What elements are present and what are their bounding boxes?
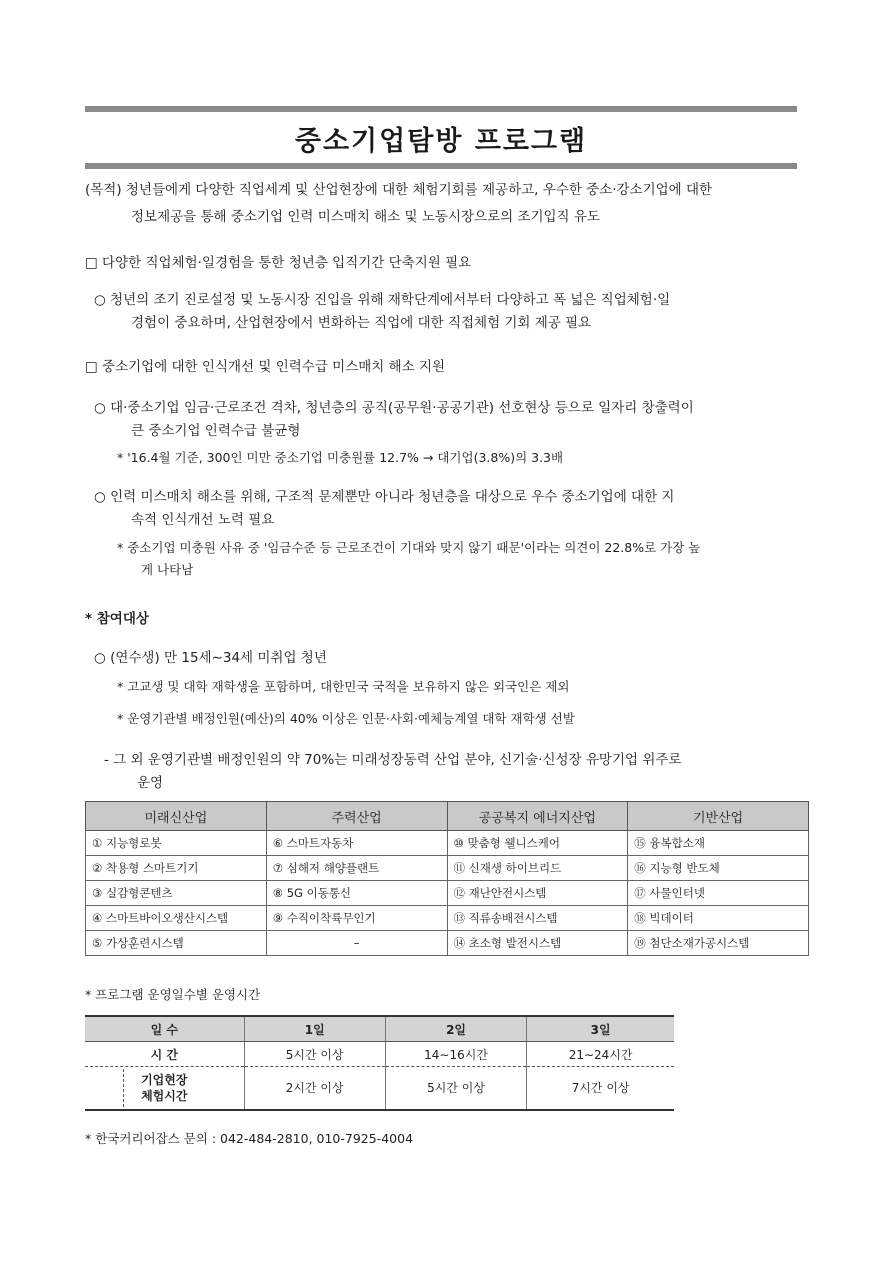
table-cell: 5시간 이상 bbox=[385, 1067, 526, 1111]
table-cell: – bbox=[266, 931, 447, 956]
table-cell: ⑤ 가상훈련시스템 bbox=[86, 931, 267, 956]
table-cell: 21∼24시간 bbox=[527, 1042, 674, 1067]
participants-note-2: * 운영기관별 배정인원(예산)의 40% 이상은 인문·사회·예체능계열 대학 재학생 선발 bbox=[117, 711, 575, 726]
participants-extra-2: 운영 bbox=[137, 775, 164, 791]
table-cell: ① 지능형로봇 bbox=[86, 831, 267, 856]
schedule-row-hours bbox=[85, 1042, 674, 1067]
industry-header-main: 주력산업 bbox=[266, 802, 447, 831]
schedule-exp-label-1: 기업현장 bbox=[141, 1073, 188, 1087]
table-row bbox=[86, 831, 809, 856]
table-cell: ⑨ 수직이착륙무인기 bbox=[266, 906, 447, 931]
schedule-table bbox=[85, 1015, 674, 1111]
section2-item2-note1: * 중소기업 미충원 사유 중 '임금수준 등 근로조건이 기대와 맞지 않기 때문'이라는 의견이 22.8%로 가장 높 bbox=[117, 540, 701, 555]
table-cell: ⑲ 첨단소재가공시스템 bbox=[628, 931, 809, 956]
table-cell: ⑩ 맞춤형 웰니스케어 bbox=[447, 831, 628, 856]
schedule-heading: * 프로그램 운영일수별 운영시간 bbox=[85, 987, 261, 1002]
table-cell: ⑬ 직류송배전시스템 bbox=[447, 906, 628, 931]
section2-item2-line1: ○ 인력 미스매치 해소를 위해, 구조적 문제뿐만 아니라 청년층을 대상으로 우수 중소기업에 대한 지 bbox=[94, 489, 675, 505]
industry-header-future: 미래신산업 bbox=[86, 802, 267, 831]
purpose-text-1: 청년들에게 다양한 직업세계 및 산업현장에 대한 체험기회를 제공하고, 우수한 중소·강소기업에 대한 bbox=[125, 182, 713, 198]
participants-item: ○ (연수생) 만 15세∼34세 미취업 청년 bbox=[94, 650, 327, 666]
purpose-line-2: 정보제공을 통해 중소기업 인력 미스매치 해소 및 노동시장으로의 조기입직 유도 bbox=[131, 209, 600, 225]
table-cell: ② 착용형 스마트기기 bbox=[86, 856, 267, 881]
table-cell: ⑱ 빅데이터 bbox=[628, 906, 809, 931]
table-cell: 7시간 이상 bbox=[527, 1067, 674, 1111]
table-row bbox=[86, 881, 809, 906]
participants-heading: * 참여대상 bbox=[85, 611, 149, 627]
schedule-header-day2: 2일 bbox=[385, 1016, 526, 1042]
participants-note-1: * 고교생 및 대학 재학생을 포함하며, 대한민국 국적을 보유하지 않은 외국인은 제외 bbox=[117, 679, 570, 694]
section2-item1-line1: ○ 대·중소기업 임금·근로조건 격차, 청년층의 공직(공무원·공공기관) 선호현상 등으로 일자리 창출력이 bbox=[94, 400, 694, 416]
table-row bbox=[86, 906, 809, 931]
table-cell: 14∼16시간 bbox=[385, 1042, 526, 1067]
purpose-label: (목적) bbox=[85, 182, 122, 198]
industry-table bbox=[85, 801, 809, 956]
table-cell: ⑧ 5G 이동통신 bbox=[266, 881, 447, 906]
section1-item1-line1: ○ 청년의 조기 진로설정 및 노동시장 진입을 위해 재학단계에서부터 다양하고 폭 넓은 직업체험·일 bbox=[94, 292, 671, 308]
industry-header-base: 기반산업 bbox=[628, 802, 809, 831]
title-band bbox=[85, 106, 797, 169]
table-cell: ⑦ 심해저 해양플랜트 bbox=[266, 856, 447, 881]
dashed-divider bbox=[123, 1069, 124, 1107]
page-title: 중소기업탐방 프로그램 bbox=[294, 126, 588, 157]
table-cell: ④ 스마트바이오생산시스템 bbox=[86, 906, 267, 931]
table-cell: ⑭ 초소형 발전시스템 bbox=[447, 931, 628, 956]
participants-extra-1: - 그 외 운영기관별 배정인원의 약 70%는 미래성장동력 산업 분야, 신기술·신성장 유망기업 위주로 bbox=[104, 752, 682, 768]
title-bottom-rule bbox=[85, 163, 797, 169]
section2-item1-note: * '16.4월 기준, 300인 미만 중소기업 미충원률 12.7% → 대기업(3.8%)의 3.3배 bbox=[117, 450, 564, 465]
table-cell: ⑪ 신재생 하이브리드 bbox=[447, 856, 628, 881]
table-cell: ⑥ 스마트자동차 bbox=[266, 831, 447, 856]
schedule-header-days: 일 수 bbox=[85, 1016, 244, 1042]
table-row bbox=[86, 931, 809, 956]
table-cell: 5시간 이상 bbox=[244, 1042, 385, 1067]
table-cell: ⑮ 융복합소재 bbox=[628, 831, 809, 856]
schedule-header-day3: 3일 bbox=[527, 1016, 674, 1042]
table-cell: ⑯ 지능형 반도체 bbox=[628, 856, 809, 881]
schedule-row-experience bbox=[85, 1067, 674, 1111]
section1-item1-line2: 경험이 중요하며, 산업현장에서 변화하는 직업에 대한 직접체험 기회 제공 필요 bbox=[131, 315, 592, 331]
contact-line: * 한국커리어잡스 문의 : 042-484-2810, 010-7925-4004 bbox=[85, 1131, 414, 1146]
industry-header-public: 공공복지 에너지산업 bbox=[447, 802, 628, 831]
section1-heading: □ 다양한 직업체험·일경험을 통한 청년층 입직기간 단축지원 필요 bbox=[85, 255, 472, 271]
schedule-exp-label bbox=[85, 1067, 244, 1111]
schedule-exp-label-2: 체험시간 bbox=[141, 1089, 188, 1103]
table-cell: ⑫ 재난안전시스템 bbox=[447, 881, 628, 906]
schedule-hours-label: 시 간 bbox=[85, 1042, 244, 1067]
section2-item2-line2: 속적 인식개선 노력 필요 bbox=[131, 512, 275, 528]
schedule-header-row bbox=[85, 1016, 674, 1042]
table-cell: ③ 실감형콘텐츠 bbox=[86, 881, 267, 906]
section2-item1-line2: 큰 중소기업 인력수급 불균형 bbox=[131, 423, 301, 439]
schedule-header-day1: 1일 bbox=[244, 1016, 385, 1042]
table-row bbox=[86, 856, 809, 881]
table-cell: ⑰ 사물인터넷 bbox=[628, 881, 809, 906]
industry-table-header-row bbox=[86, 802, 809, 831]
table-cell: 2시간 이상 bbox=[244, 1067, 385, 1111]
section2-heading: □ 중소기업에 대한 인식개선 및 인력수급 미스매치 해소 지원 bbox=[85, 359, 446, 375]
purpose-line-1 bbox=[85, 178, 712, 202]
section2-item2-note2: 게 나타남 bbox=[141, 562, 194, 577]
